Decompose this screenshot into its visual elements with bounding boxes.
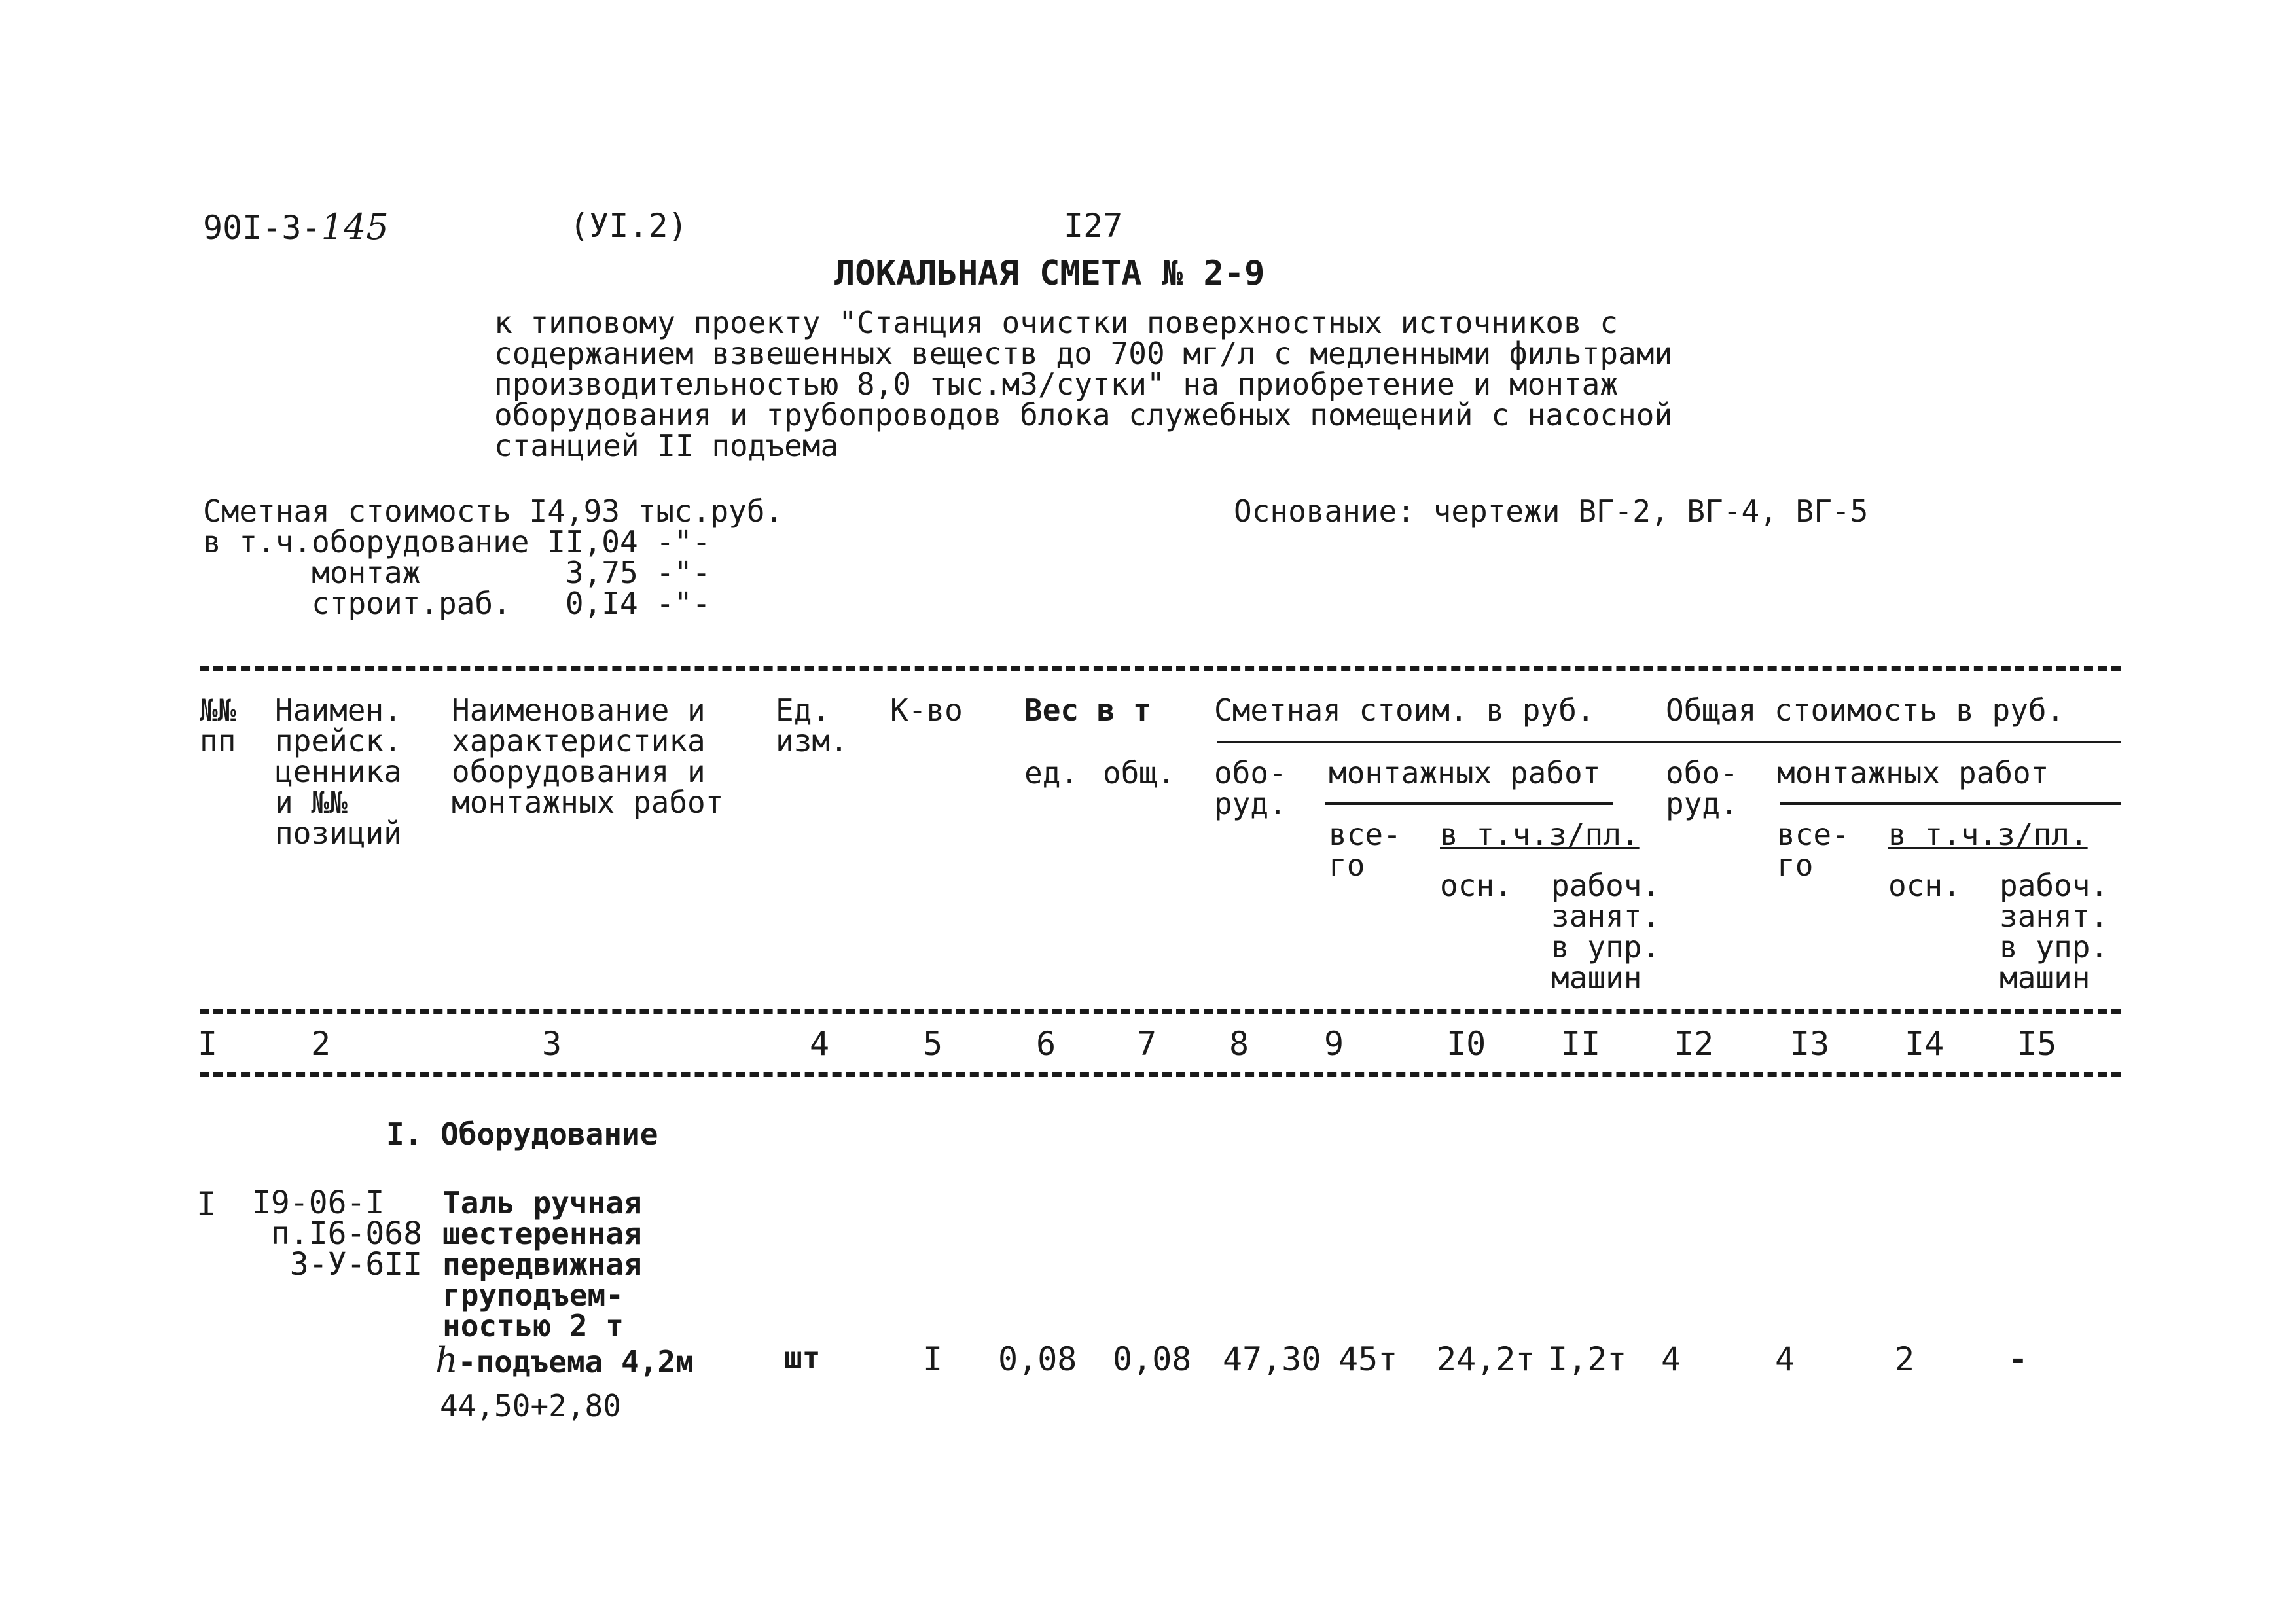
row-cost-mont-total: 45т [1338, 1340, 1398, 1378]
summary-line: монтаж 3,75 -"- [203, 555, 711, 590]
row-total-mont-total: 4 [1775, 1340, 1795, 1378]
header-cost-incl: в т.ч.з/пл. [1440, 817, 1640, 852]
column-number: 3 [542, 1025, 562, 1063]
row-calc: 44,50+2,80 [440, 1388, 621, 1423]
header-col-pricelist: Наимен. прейск. ценника и №№ позиций [275, 692, 402, 851]
header-total-incl: в т.ч.з/пл. [1888, 817, 2088, 852]
row-total-mach: - [2008, 1340, 2028, 1378]
summary-line: в т.ч.оборудование II,04 -"- [203, 524, 711, 560]
numbers-bottom-rule [200, 1072, 2121, 1077]
header-cost-mont-total: все- го [1329, 817, 1401, 883]
column-number: 6 [1036, 1025, 1056, 1063]
subtitle-line: станцией II подъема [494, 428, 839, 463]
header-weight-group: Вес в т [1024, 692, 1151, 728]
row-qty: I [923, 1340, 943, 1378]
table-top-rule [200, 666, 2121, 671]
document-code: 90I-3-145 [203, 206, 389, 247]
subtitle-line: к типовому проекту "Станция очистки поверхностных источников с [494, 305, 1619, 340]
column-number: I2 [1674, 1025, 1714, 1063]
row-price-ref: I9-06-I п.I6-068 3-У-6II [252, 1185, 423, 1283]
column-number: 2 [311, 1025, 331, 1063]
mont-sub-rule [1325, 802, 1613, 805]
summary-line: строит.раб. 0,I4 -"- [203, 586, 711, 621]
row-description: Таль ручная шестеренная передвижная груподъем- ностью 2 т [442, 1185, 642, 1344]
header-total-base: осн. [1888, 868, 1961, 903]
header-col-qty: К-во [890, 692, 963, 728]
summary-line: Сметная стоимость I4,93 тыс.руб. [203, 493, 783, 529]
header-total-mach: рабоч. занят. в упр. машин [2000, 868, 2109, 995]
section-title: I. Оборудование [386, 1116, 658, 1152]
header-bottom-rule [200, 1009, 2121, 1014]
column-number: 8 [1229, 1025, 1249, 1063]
header-cost-equip: обо- руд. [1214, 755, 1287, 821]
basis-note: Основание: чертежи ВГ-2, ВГ-4, ВГ-5 [1234, 493, 1869, 529]
column-number: 5 [923, 1025, 943, 1063]
total-mont-sub-rule [1780, 802, 2121, 805]
row-weight-total: 0,08 [1113, 1340, 1192, 1378]
row-weight-unit: 0,08 [998, 1340, 1077, 1378]
document-title: ЛОКАЛЬНАЯ СМЕТА № 2-9 [834, 254, 1265, 293]
column-number: I5 [2017, 1025, 2057, 1063]
column-number: I4 [1905, 1025, 1945, 1063]
column-number: 4 [810, 1025, 830, 1063]
header-col-num: №№ пп [200, 692, 236, 758]
header-col-unit: Ед. изм. [776, 692, 848, 758]
header-cost-base: осн. [1440, 868, 1513, 903]
header-col-description: Наименование и характеристика оборудования и монтажных работ [452, 692, 724, 820]
subtitle-line: содержанием взвешенных веществ до 700 мг/л с медленными фильтрами [494, 336, 1673, 371]
header-cost-group: Сметная стоим. в руб. [1214, 692, 1595, 728]
column-number: I3 [1790, 1025, 1830, 1063]
header-total-group: Общая стоимость в руб. [1666, 692, 2065, 728]
header-weight-unit: ед. [1024, 755, 1079, 791]
section-code: (УI.2) [569, 207, 688, 245]
subtitle-line: производительностью 8,0 тыс.м3/сутки" на приобретение и монтаж [494, 366, 1619, 402]
header-total-equip: обо- руд. [1666, 755, 1738, 821]
header-weight-total: общ. [1103, 755, 1175, 791]
header-total-mont-total: все- го [1777, 817, 1850, 883]
row-number: I [196, 1185, 217, 1223]
column-number: I [198, 1025, 218, 1063]
row-cost-mach: I,2т [1548, 1340, 1627, 1378]
column-number: 7 [1137, 1025, 1157, 1063]
row-unit: шт [784, 1340, 821, 1376]
handwritten-code: 145 [321, 206, 389, 247]
header-total-mont: монтажных работ [1777, 755, 2049, 791]
subtitle-line: оборудования и трубопроводов блока служебных помещений с насосной [494, 397, 1673, 433]
row-cost-base: 24,2т [1437, 1340, 1535, 1378]
row-total-equip: 4 [1661, 1340, 1681, 1378]
row-total-base: 2 [1895, 1340, 1915, 1378]
header-cost-mach: рабоч. занят. в упр. машин [1551, 868, 1660, 995]
height-symbol: h [435, 1340, 458, 1381]
page-number: I27 [1064, 207, 1123, 245]
header-group-rule [1217, 741, 2121, 743]
header-cost-mont: монтажных работ [1329, 755, 1601, 791]
row-cost-equip: 47,30 [1223, 1340, 1321, 1378]
column-number: II [1561, 1025, 1601, 1063]
column-number: I0 [1446, 1025, 1486, 1063]
column-number: 9 [1324, 1025, 1344, 1063]
row-height-line: h-подъема 4,2м [435, 1340, 694, 1381]
